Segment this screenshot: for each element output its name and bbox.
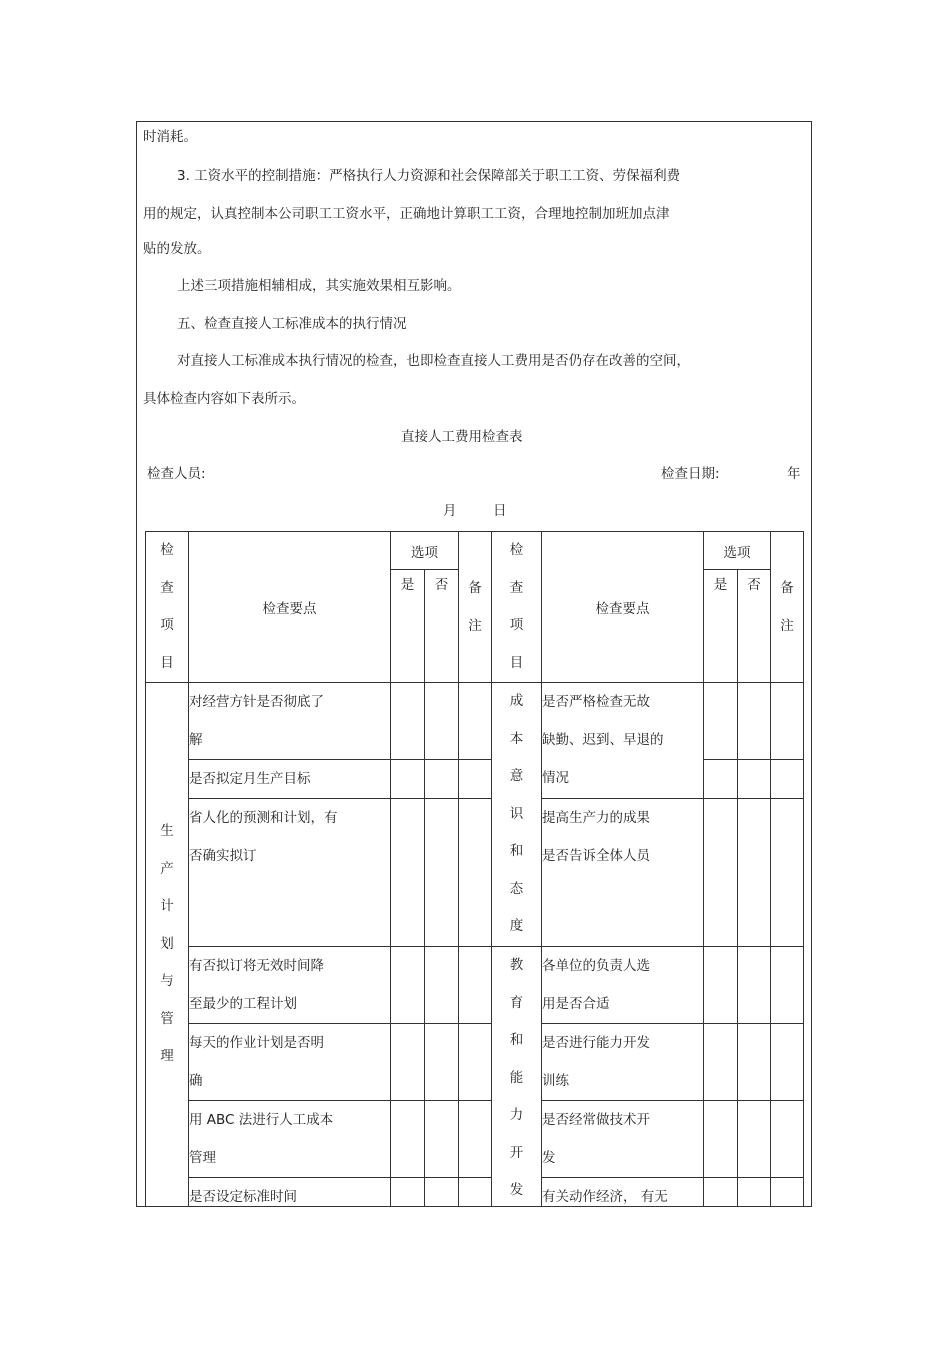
yes-cell[interactable] (704, 799, 738, 947)
date-label: 检查日期: (661, 466, 720, 482)
paragraph-line: 贴的发放。 (143, 241, 211, 257)
yes-cell[interactable] (704, 947, 738, 1024)
table-title: 直接人工费用检查表 (401, 429, 523, 445)
check-point: 对经营方针是否彻底了 解 (189, 683, 391, 760)
header-points-left: 检查要点 (189, 532, 391, 683)
section-heading: 五、检查直接人工标准成本的执行情况 (177, 316, 407, 332)
paragraph-line: 上述三项措施相辅相成，其实施效果相互影响。 (177, 278, 461, 294)
remark-cell[interactable] (771, 947, 804, 1024)
paragraph-line: 对直接人工标准成本执行情况的检查，也即检查直接人工费用是否仍存在改善的空间， (177, 353, 690, 369)
remark-cell[interactable] (459, 760, 492, 799)
check-point: 有否拟订将无效时间降 至最少的工程计划 (189, 947, 391, 1024)
yes-cell[interactable] (391, 1024, 425, 1101)
date-day: 日 (493, 503, 507, 519)
header-yes-left: 是 (391, 570, 425, 683)
paragraph-line: 具体检查内容如下表所示。 (143, 391, 305, 407)
remark-cell[interactable] (459, 1101, 492, 1178)
remark-cell[interactable] (459, 947, 492, 1024)
no-cell[interactable] (738, 947, 771, 1024)
group-label-education: 教 育 和 能 力 开 发 (492, 947, 542, 1208)
group-label-production: 生 产 计 划 与 管 理 (146, 683, 189, 1208)
yes-cell[interactable] (391, 1178, 425, 1208)
header-remark-right: 备 注 (771, 532, 804, 683)
group-label-cost-awareness: 成 本 意 识 和 态 度 (492, 683, 542, 947)
check-point: 省人化的预测和计划，有 否确实拟订 (189, 799, 391, 947)
yes-cell[interactable] (391, 683, 425, 760)
remark-cell[interactable] (459, 683, 492, 760)
no-cell[interactable] (425, 1101, 459, 1178)
no-cell[interactable] (425, 1178, 459, 1208)
check-point: 是否拟定月生产目标 (189, 760, 391, 799)
check-point: 各单位的负责人选 用是否合适 (542, 947, 704, 1024)
header-no-right: 否 (738, 570, 771, 683)
no-cell[interactable] (425, 1024, 459, 1101)
yes-cell[interactable] (391, 760, 425, 799)
yes-cell[interactable] (704, 1024, 738, 1101)
date-year: 年 (787, 466, 801, 482)
no-cell[interactable] (738, 1178, 771, 1208)
date-month: 月 (443, 503, 457, 519)
header-yes-right: 是 (704, 570, 738, 683)
no-cell[interactable] (738, 760, 771, 799)
remark-cell[interactable] (771, 760, 804, 799)
no-cell[interactable] (738, 1024, 771, 1101)
no-cell[interactable] (738, 1101, 771, 1178)
check-point: 是否进行能力开发 训练 (542, 1024, 704, 1101)
header-item-left: 检 查 项 目 (146, 532, 189, 683)
yes-cell[interactable] (704, 760, 738, 799)
yes-cell[interactable] (391, 799, 425, 947)
check-point: 提高生产力的成果 是否告诉全体人员 (542, 799, 704, 947)
no-cell[interactable] (425, 947, 459, 1024)
inspection-table (145, 531, 804, 1207)
header-remark-left: 备 注 (459, 532, 492, 683)
no-cell[interactable] (425, 683, 459, 760)
no-cell[interactable] (738, 683, 771, 760)
no-cell[interactable] (738, 799, 771, 947)
header-options-left: 选项 (391, 532, 459, 570)
header-item-right: 检 查 项 目 (492, 532, 542, 683)
inspector-label: 检查人员: (147, 466, 206, 482)
check-point: 是否设定标准时间 (189, 1178, 391, 1208)
remark-cell[interactable] (771, 1101, 804, 1178)
no-cell[interactable] (425, 760, 459, 799)
yes-cell[interactable] (704, 1178, 738, 1208)
yes-cell[interactable] (704, 683, 738, 760)
paragraph-line: 3. 工资水平的控制措施：严格执行人力资源和社会保障部关于职工工资、劳保福利费 (177, 168, 681, 184)
header-points-right: 检查要点 (542, 532, 704, 683)
yes-cell[interactable] (391, 947, 425, 1024)
check-point: 用 ABC 法进行人工成本 管理 (189, 1101, 391, 1178)
header-options-right: 选项 (704, 532, 771, 570)
remark-cell[interactable] (771, 1178, 804, 1208)
yes-cell[interactable] (391, 1101, 425, 1178)
no-cell[interactable] (425, 799, 459, 947)
check-point: 每天的作业计划是否明 确 (189, 1024, 391, 1101)
check-point: 是否经常做技术开 发 (542, 1101, 704, 1178)
remark-cell[interactable] (771, 683, 804, 760)
paragraph-line: 用的规定，认真控制本公司职工工资水平，正确地计算职工工资，合理地控制加班加点津 (143, 206, 670, 222)
check-point: 有关动作经济， 有无 (542, 1178, 704, 1208)
paragraph-line: 时消耗。 (143, 129, 197, 145)
document-frame (136, 121, 812, 1207)
remark-cell[interactable] (459, 799, 492, 947)
yes-cell[interactable] (704, 1101, 738, 1178)
remark-cell[interactable] (459, 1024, 492, 1101)
check-point: 是否严格检查无故 缺勤、迟到、早退的 情况 (542, 683, 704, 799)
remark-cell[interactable] (771, 799, 804, 947)
header-no-left: 否 (425, 570, 459, 683)
remark-cell[interactable] (771, 1024, 804, 1101)
remark-cell[interactable] (459, 1178, 492, 1208)
